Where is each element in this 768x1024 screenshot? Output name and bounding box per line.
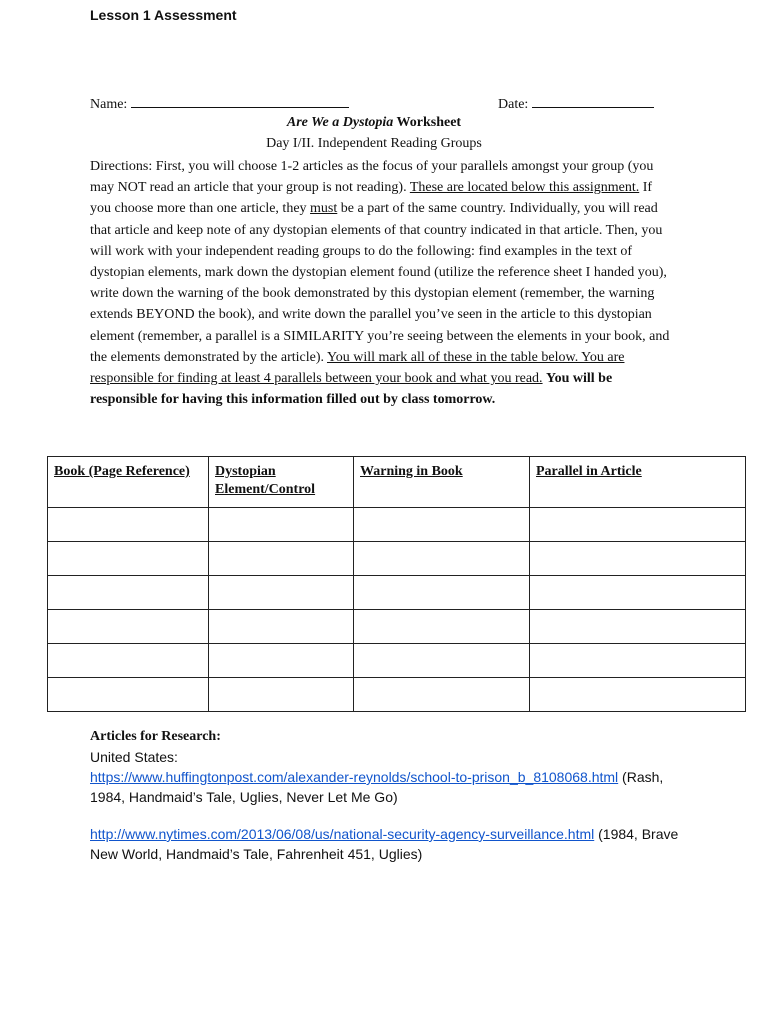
name-blank-line[interactable] [131,94,349,108]
col-header-book: Book (Page Reference) [48,457,209,508]
table-cell[interactable] [48,542,209,576]
date-field-group [498,94,654,113]
table-header-row [48,457,746,508]
table-cell[interactable] [354,678,530,712]
article-books: (Rash, 1984, Handmaid’s Tale, Uglies, Never Let Me Go) [90,769,664,805]
table-cell[interactable] [354,576,530,610]
table-cell[interactable] [530,576,746,610]
table-cell[interactable] [48,508,209,542]
worksheet-subtitle: Day I/II. Independent Reading Groups [266,136,482,151]
articles-country: United States: [90,749,178,765]
table-cell[interactable] [354,508,530,542]
table-cell[interactable] [209,508,354,542]
article-item [90,824,680,864]
articles-section [90,727,680,864]
date-label: Date: [498,97,529,112]
name-date-row [90,94,658,112]
article-books: (1984, Brave New World, Handmaid’s Tale, Fahrenheit 451, Uglies) [90,826,679,862]
table-cell[interactable] [530,542,746,576]
table-row [48,542,746,576]
worksheet-title [90,115,658,131]
directions-text-2: If you choose more than one article, they [90,180,653,217]
directions-text-3: be a part of the same country. Individually, you will read that article and keep note of any dystopian elements of that country indicated in that article. Then, you will work with your independent reading groups to do the following: find examples in the text of dystopian elements, mark down the dystopian element found (utilize the reference sheet I handed you), write down the warning of the book demonstrated by this dystopian element (remember, the warning extends BEYOND the book), and write down the parallel you’ve seen in the article to this dystopian element (remember, a parallel is a SIMILARITY you’re seeing between the elements in your book, and the elements demonstrated by the article). [90,201,670,365]
article-link[interactable]: https://www.huffingtonpost.com/alexander-reynolds/school-to-prison_b_8108068.html [90,769,619,785]
worksheet-title-rest: Worksheet [393,115,462,130]
directions-paragraph [90,156,670,410]
lesson-title: Lesson 1 Assessment [90,7,237,23]
table-cell[interactable] [354,610,530,644]
name-field-group [90,94,349,113]
articles-heading: Articles for Research: [90,729,221,744]
table-row [48,508,746,542]
table-row [48,678,746,712]
directions-underlined-2: must [310,201,338,217]
table-cell[interactable] [48,610,209,644]
directions-bold: You will be responsible for having this information filled out by class tomorrow. [90,371,613,408]
table-cell[interactable] [530,644,746,678]
table-cell[interactable] [530,610,746,644]
parallels-table [47,456,746,712]
name-label: Name: [90,97,128,112]
directions-text-1: Directions: First, you will choose 1-2 articles as the focus of your parallels amongst your group (you may NOT read an article that your group is not reading). [90,159,654,196]
article-link[interactable]: http://www.nytimes.com/2013/06/08/us/national-security-agency-surveillance.html [90,826,595,842]
table-cell[interactable] [354,542,530,576]
col-header-warning: Warning in Book [354,457,530,508]
col-header-element: Dystopian Element/Control [209,457,354,508]
table-cell[interactable] [209,542,354,576]
table-cell[interactable] [209,610,354,644]
table-cell[interactable] [48,576,209,610]
table-cell[interactable] [209,678,354,712]
directions-underlined-1: These are located below this assignment. [409,180,640,196]
table-row [48,576,746,610]
worksheet-title-italic: Are We a Dystopia [286,115,394,130]
table-row [48,610,746,644]
table-cell[interactable] [48,644,209,678]
table-cell[interactable] [209,576,354,610]
table-cell[interactable] [354,644,530,678]
table-cell[interactable] [530,678,746,712]
col-header-parallel: Parallel in Article [530,457,746,508]
table-cell[interactable] [209,644,354,678]
table-row [48,644,746,678]
table-cell[interactable] [48,678,209,712]
spacer [90,807,680,824]
table-cell[interactable] [530,508,746,542]
date-blank-line[interactable] [532,94,654,108]
directions-underlined-3: You will mark all of these in the table below. You are responsible for finding at least 4 parallels between your book and what you read. [90,349,625,387]
article-item [90,767,680,807]
